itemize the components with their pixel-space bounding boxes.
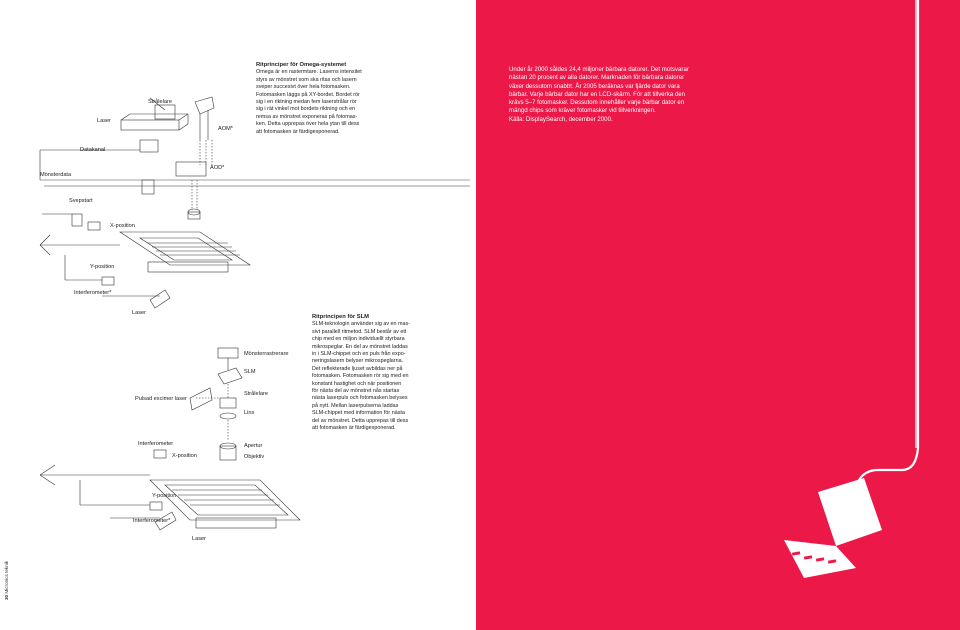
- cable-line: [848, 0, 918, 500]
- slm-line: in i SLM-chippet och en puls från expo-: [312, 351, 406, 358]
- slm-line: fotomasken. Fotomasken rör sig med en: [312, 373, 409, 380]
- page-footer: [4, 561, 9, 600]
- page-number: 30: [4, 594, 9, 600]
- apertur-label: Apertur: [244, 443, 263, 449]
- slm-line: sivt parallell ritmetod. SLM består av ett: [312, 328, 407, 335]
- slm-label: SLM: [244, 369, 256, 375]
- xpos-label: X-position: [110, 223, 135, 229]
- market-source: Källa: DisplaySearch, december 2000.: [509, 115, 613, 123]
- interferometer2-label: Interferometer*: [133, 518, 171, 524]
- market-textblock: [509, 66, 724, 124]
- section-name: Micronics teknik: [4, 560, 9, 594]
- market-line: mängd chips som kräver fotomasker vid tillverkningen.: [509, 107, 656, 115]
- slm-textblock: [312, 314, 447, 433]
- laser2-label: Laser: [132, 310, 146, 316]
- polygon-mirror: [195, 97, 214, 114]
- aod-label: AOD*: [210, 165, 225, 171]
- slm-line: att fotomasken är färdigexponerad.: [312, 425, 396, 432]
- monsterdata-label: Mönsterdata: [40, 172, 72, 178]
- omega-line: sveper succesivt över hela fotomasken.: [256, 84, 351, 91]
- laser-box: [121, 120, 179, 130]
- omega-line: remsa av mönstret exponeras på fotomas-: [256, 113, 358, 120]
- omega-textblock: [256, 62, 391, 136]
- stralelare-label: Strålelare: [244, 391, 268, 397]
- omega-line: ken. Detta upprepas över hela ytan till dess: [256, 121, 360, 128]
- slm-line: Det reflekterade ljuset avbildas ner på: [312, 365, 403, 372]
- market-line: växer dessutom snabbt. År 2005 beräknas var fjärde dator vara: [509, 82, 680, 90]
- datakanal-label: Datakanal: [80, 147, 106, 153]
- pulsad-laser-label: Pulsad excimer laser: [135, 396, 187, 402]
- laptop-illustration: [756, 0, 960, 630]
- omega-line: Fotomasken läggs på XY-bordet. Bordet rör: [256, 91, 360, 98]
- laser-label: Laser: [97, 118, 111, 124]
- objektiv-label: Objektiv: [244, 454, 265, 460]
- lins-label: Lins: [244, 410, 255, 416]
- laser-label: Laser: [192, 536, 206, 542]
- omega-line: styrs av mönstret som ska ritas och lasern: [256, 76, 357, 83]
- left-page: [0, 0, 476, 630]
- xpos-label: X-position: [172, 453, 197, 459]
- laptop-icon: [784, 478, 882, 578]
- aom-label: AOM*: [218, 126, 233, 132]
- slm-line: mikrospeglar. En del av mönstret laddas: [312, 343, 408, 350]
- omega-line: sig i rät vinkel mot bordets riktning och en: [256, 106, 356, 113]
- slm-line: neringslasern belyser mikrospeglarna.: [312, 358, 404, 365]
- interferometer-label: Interferometer: [138, 441, 174, 447]
- slm-line: SLM-teknologin använder sig av en mas-: [312, 321, 410, 328]
- omega-line: Omega är en rastermtare. Laserns intensitet: [256, 69, 362, 76]
- omega-line: sig i en riktning medan fem laserstrålar rör: [256, 99, 357, 106]
- interferometer-label: Interferometer*: [74, 290, 112, 296]
- slm-heading: Ritprincipen för SLM: [312, 314, 370, 320]
- slm-line: på nytt. Mellan laserpulserna laddas: [312, 402, 399, 409]
- slm-line: konstant hastighet och när positionen: [312, 380, 402, 387]
- slm-line: SLM-chippet med information för nästa: [312, 410, 405, 417]
- ypos-label: Y-position: [90, 264, 115, 270]
- beamsplitter-box: [155, 105, 175, 119]
- market-line: Under år 2000 såldes 24,4 miljoner bärbara datorer. Det motsvarar: [509, 66, 689, 73]
- market-line: nästan 20 procent av alla datorer. Marknaden för bärbara datorer: [509, 74, 685, 82]
- slm-line: chip med en miljon individuellt styrbara: [312, 336, 405, 343]
- slm-line: nästa laserpuls och fotomasken belyses: [312, 395, 408, 402]
- beamsplitter-label: Strålelare: [148, 99, 172, 105]
- monsterrastrerare-label: Mönsterrastrerare: [244, 351, 289, 357]
- slm-line: för nästa del av mönstret nås startas: [312, 388, 400, 395]
- slm-line: del av mönstret. Detta upprepas till dess: [312, 417, 409, 424]
- omega-line: att fotomasken är färdigexponerad.: [256, 128, 340, 135]
- ypos-label: Y-position: [152, 493, 177, 499]
- market-line: bärbar. Varje bärbar dator har en LCD-skärm. För att tillverka den: [509, 90, 686, 98]
- omega-heading: Ritprinciper för Omega-systemet: [256, 62, 347, 68]
- svepstart-label: Svepstart: [69, 198, 93, 204]
- market-line: krävs 5–7 fotomasker. Dessutom innehåller varje bärbar dator en: [509, 99, 685, 107]
